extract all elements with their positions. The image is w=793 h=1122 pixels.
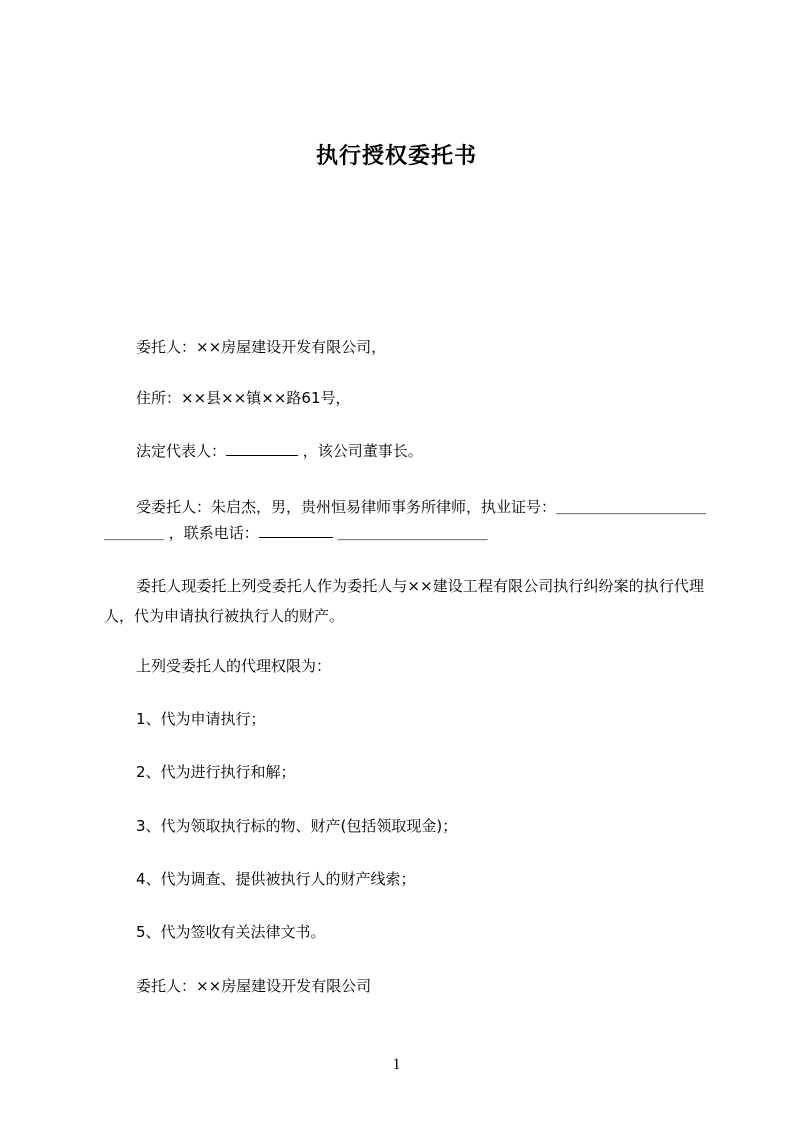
legal-representative-line [136, 436, 423, 466]
scope-item: 1、代为申请执行； [136, 710, 266, 728]
legal-rep-suffix: ，该公司董事长。 [302, 442, 423, 460]
address-line: 住所：××县××镇××路61号， [136, 389, 351, 407]
agent-line-2-suffix: ＿＿＿＿＿＿＿＿＿＿ [337, 524, 488, 542]
phone-blank [259, 523, 333, 538]
legal-rep-label: 法定代表人： [136, 442, 227, 460]
legal-rep-blank [226, 441, 298, 456]
scope-item: 4、代为调查、提供被执行人的财产线索； [136, 870, 416, 888]
principal-line: 委托人：××房屋建设开发有限公司， [136, 338, 387, 356]
agent-line-1: 受委托人：朱启杰，男，贵州恒易律师事务所律师，执业证号：＿＿＿＿＿＿＿＿＿＿ [136, 498, 707, 516]
agent-line-2-prefix: ＿＿＿＿ ，联系电话： [104, 524, 259, 542]
document-title: 执行授权委托书 [315, 144, 477, 169]
scope-item: 5、代为签收有关法律文书。 [136, 923, 326, 941]
scope-item: 3、代为领取执行标的物、财产(包括领取现金)； [136, 817, 458, 835]
agent-line-2 [104, 518, 488, 548]
entrust-paragraph: 委托人现委托上列受委托人作为委托人与××建设工程有限公司执行纠纷案的执行代理人，代为申请执行被执行人的财产。 [104, 577, 704, 625]
scope-intro: 上列受委托人的代理权限为： [136, 657, 332, 675]
signature-principal: 委托人：××房屋建设开发有限公司 [136, 977, 372, 995]
page-number: 1 [392, 1056, 401, 1073]
scope-item: 2、代为进行执行和解； [136, 763, 296, 781]
